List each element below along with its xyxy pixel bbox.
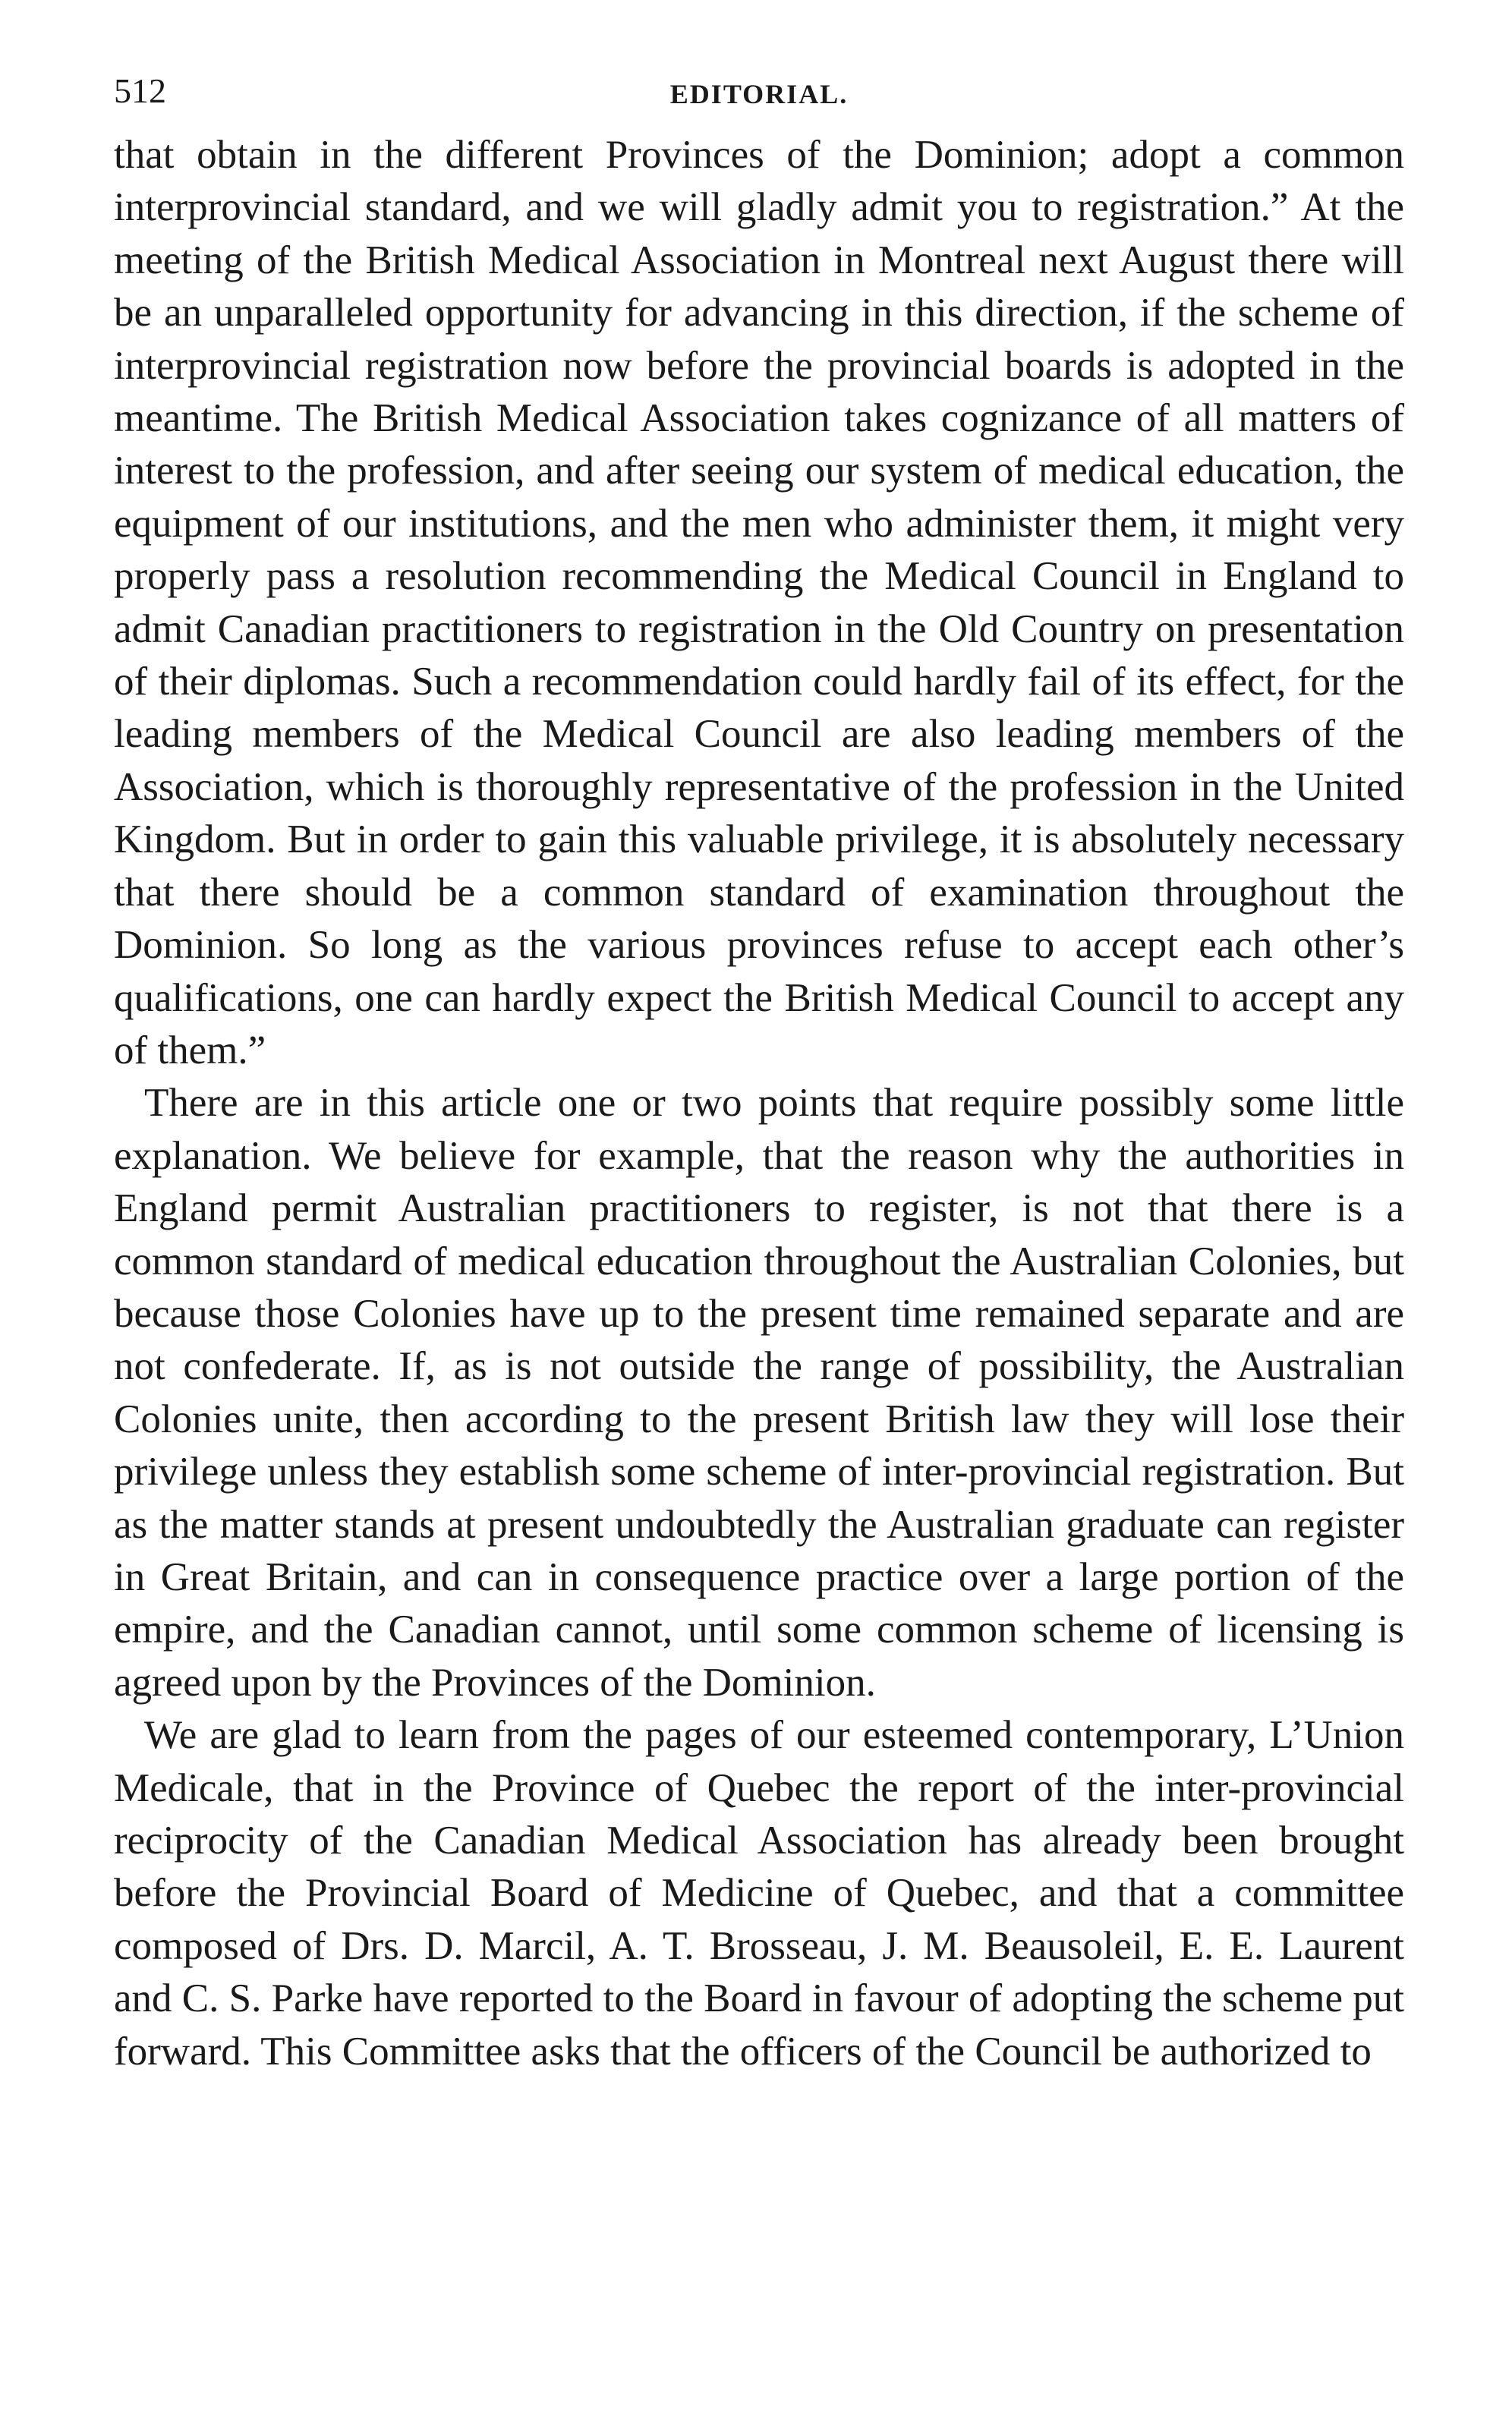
paragraph: There are in this article one or two points that require possibly some little explanation. We believe for example, that the reason why the authorities in England permit Australian practitioners to register, is not that there is a common standard of medical education throughout the Australian Colonies, but because those Colonies have up to the present time remained separate and are not confederate. If, as is not outside the range of possibility, the Australian Colonies unite, then according to the present British law they will lose their privilege unless they establish some scheme of inter-provincial registration. But as the matter stands at present undoubtedly the Australian graduate can register in Great Britain, and can in consequence practice over a large portion of the empire, and the Canadian cannot, until some common scheme of licensing is agreed upon by the Provinces of the Dominion.	[114, 1081, 1404, 1705]
paragraph: that obtain in the different Provinces of the Dominion; adopt a common interprovincial standard, and we will gladly admit you to registration.” At the meeting of the British Medical Association in Montreal next August there will be an unparalleled opportunity for advancing in this direction, if the scheme of interprovincial registration now before the provincial boards is adopted in the meantime. The British Medical Association takes cognizance of all matters of interest to the profession, and after seeing our system of medical education, the equipment of our institutions, and the men who administer them, it might very properly pass a resolution recommending the Medical Council in England to admit Canadian practitioners to registration in the Old Country on presentation of their diplomas. Such a recommendation could hardly fail of its effect, for the leading members of the Medical Council are also leading members of the Association, which is thoroughly representative of the profession in the United Kingdom. But in order to gain this valuable privilege, it is absolutely necessary that there should be a common standard of examination throughout the Dominion. So long as the various provinces refuse to accept each other’s qualifications, one can hardly expect the British Medical Council to accept any of them.”	[114, 133, 1404, 1072]
page-number: 512	[114, 71, 166, 110]
article-body	[114, 129, 1404, 2078]
page-header	[114, 68, 1404, 129]
running-title: EDITORIAL.	[669, 79, 849, 109]
page	[114, 68, 1404, 2078]
paragraph: We are glad to learn from the pages of our esteemed contemporary, L’Union Medicale, that in the Province of Quebec the report of the inter-provincial reciprocity of the Canadian Medical Association has already been brought before the Provincial Board of Medicine of Quebec, and that a committee composed of Drs. D. Marcil, A. T. Brosseau, J. M. Beausoleil, E. E. Laurent and C. S. Parke have reported to the Board in favour of adopting the scheme put forward. This Committee asks that the officers of the Council be authorized to	[114, 1713, 1404, 2074]
